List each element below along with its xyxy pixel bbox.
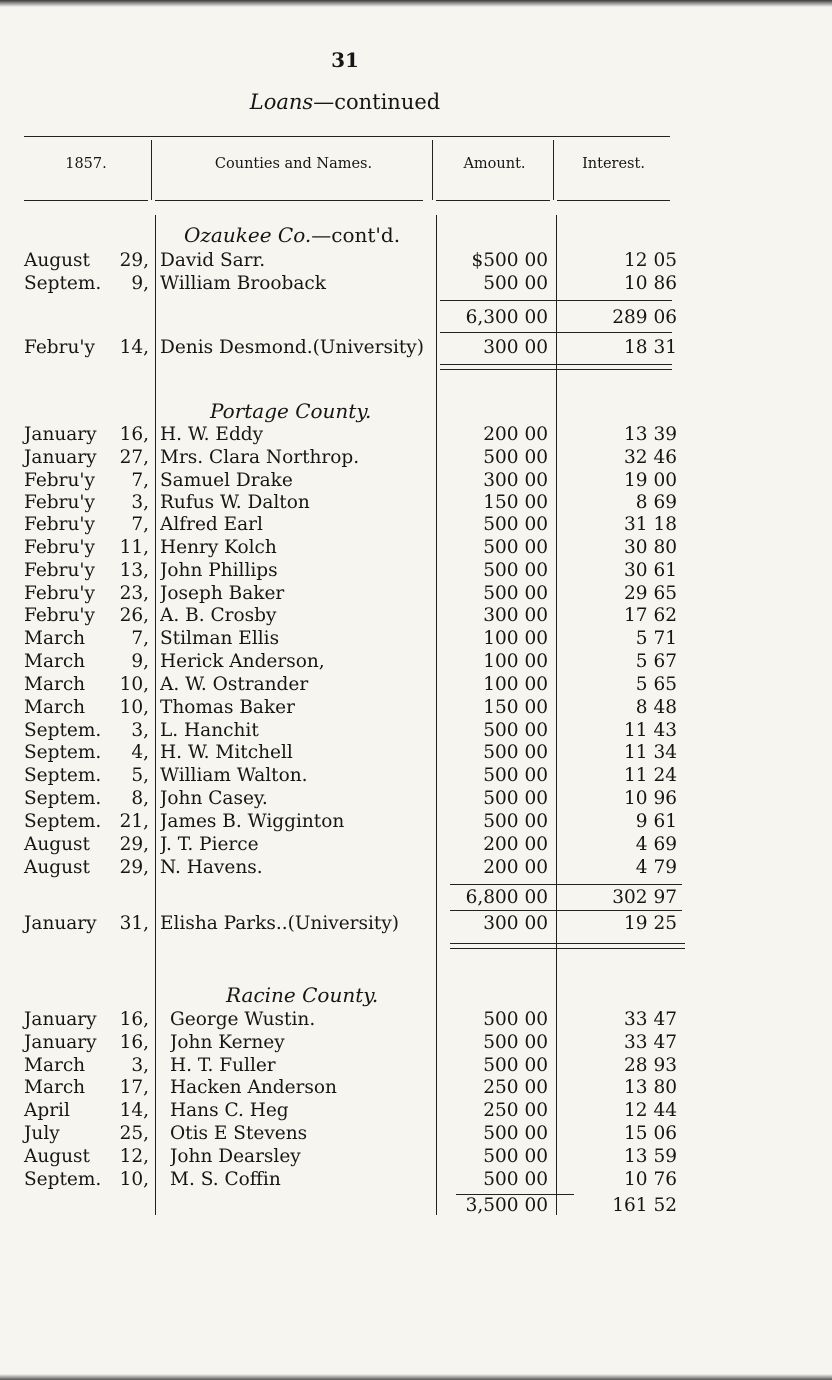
row-day: 10, xyxy=(119,674,149,695)
row-amount: 500 00 xyxy=(483,720,548,741)
row-interest: 9 61 xyxy=(635,811,677,832)
row-amount: 500 00 xyxy=(483,1055,548,1076)
row-interest: 11 34 xyxy=(624,742,677,763)
row-name: Stilman Ellis xyxy=(160,628,280,649)
row-amount: 500 00 xyxy=(483,1123,548,1144)
row-day: 29, xyxy=(119,250,149,271)
double-rule-top xyxy=(450,943,685,944)
row-amount: 500 00 xyxy=(483,742,548,763)
row-day: 3, xyxy=(131,720,149,741)
row-month: Septem. xyxy=(24,742,102,763)
row-day: 14, xyxy=(119,1100,149,1121)
row-amount: 200 00 xyxy=(483,857,548,878)
row-day: 10, xyxy=(119,697,149,718)
subtotal-row xyxy=(0,1195,832,1217)
row-name: N. Havens. xyxy=(160,857,263,878)
table-row xyxy=(0,1055,832,1077)
row-day: 11, xyxy=(119,537,149,558)
row-amount: 300 00 xyxy=(483,605,548,626)
row-month: Septem. xyxy=(24,788,102,809)
row-amount: 500 00 xyxy=(483,537,548,558)
row-name: Otis E Stevens xyxy=(170,1123,308,1144)
row-month: Febru'y xyxy=(24,492,95,513)
table-top-rule xyxy=(24,136,670,137)
row-day: 7, xyxy=(131,628,149,649)
row-amount: 300 00 xyxy=(483,913,548,934)
row-amount: 250 00 xyxy=(483,1077,548,1098)
row-interest: 30 80 xyxy=(624,537,677,558)
row-name: George Wustin. xyxy=(170,1009,316,1030)
row-name: H. W. Mitchell xyxy=(160,742,293,763)
row-name: Joseph Baker xyxy=(160,583,285,604)
row-name: Thomas Baker xyxy=(160,697,295,718)
column-divider-3 xyxy=(553,140,554,200)
row-month: Febru'y xyxy=(24,583,95,604)
subtotal-interest: 289 06 xyxy=(612,307,677,328)
row-amount: 500 00 xyxy=(483,788,548,809)
row-day: 4, xyxy=(131,742,149,763)
row-day: 21, xyxy=(119,811,149,832)
row-day: 9, xyxy=(131,651,149,672)
table-row xyxy=(0,697,832,719)
row-amount: 500 00 xyxy=(483,1169,548,1190)
row-name: Elisha Parks..(University) xyxy=(160,913,400,934)
row-month: April xyxy=(24,1100,70,1121)
row-month: Febru'y xyxy=(24,560,95,581)
row-month: January xyxy=(24,1009,97,1030)
row-amount: 500 00 xyxy=(483,583,548,604)
page-title xyxy=(190,90,500,114)
table-row xyxy=(0,628,832,650)
row-month: Septem. xyxy=(24,1169,102,1190)
row-day: 29, xyxy=(119,834,149,855)
row-name: Denis Desmond.(University) xyxy=(160,337,424,358)
row-interest: 13 39 xyxy=(624,424,677,445)
header-date: 1857. xyxy=(65,156,107,172)
row-month: Febru'y xyxy=(24,605,95,626)
subtotal-amount: 6,300 00 xyxy=(465,307,548,328)
row-interest: 29 65 xyxy=(624,583,677,604)
row-interest: 5 65 xyxy=(635,674,677,695)
row-month: Septem. xyxy=(24,765,102,786)
row-day: 7, xyxy=(131,514,149,535)
row-month: March xyxy=(24,674,86,695)
row-month: January xyxy=(24,913,97,934)
row-month: March xyxy=(24,651,86,672)
row-amount: 500 00 xyxy=(483,765,548,786)
row-name: Mrs. Clara Northrop. xyxy=(160,447,360,468)
page-edge-top xyxy=(0,0,832,7)
row-amount: 300 00 xyxy=(483,337,548,358)
table-row xyxy=(0,720,832,742)
table-row xyxy=(0,674,832,696)
row-month: July xyxy=(24,1123,60,1144)
row-name: H. T. Fuller xyxy=(170,1055,276,1076)
row-month: Septem. xyxy=(24,273,102,294)
table-row xyxy=(0,765,832,787)
row-name: Alfred Earl xyxy=(160,514,263,535)
row-name: Herick Anderson, xyxy=(160,651,325,672)
table-row xyxy=(0,1077,832,1099)
row-interest: 28 93 xyxy=(624,1055,677,1076)
row-interest: 13 80 xyxy=(624,1077,677,1098)
row-amount: 200 00 xyxy=(483,424,548,445)
row-interest: 8 69 xyxy=(635,492,677,513)
subtotal-interest: 302 97 xyxy=(612,887,677,908)
row-name: J. T. Pierce xyxy=(160,834,259,855)
row-name: James B. Wigginton xyxy=(160,811,345,832)
row-day: 31, xyxy=(119,913,149,934)
row-name: M. S. Coffin xyxy=(170,1169,281,1190)
row-month: January xyxy=(24,424,97,445)
row-name: John Kerney xyxy=(170,1032,285,1053)
row-name: H. W. Eddy xyxy=(160,424,264,445)
table-row xyxy=(0,651,832,673)
row-month: Septem. xyxy=(24,811,102,832)
page-number: 31 xyxy=(331,48,359,72)
row-month: Febru'y xyxy=(24,470,95,491)
header-amount: Amount. xyxy=(463,156,526,172)
row-name: Hans C. Heg xyxy=(170,1100,289,1121)
subtotal-amount: 6,800 00 xyxy=(465,887,548,908)
row-name: Henry Kolch xyxy=(160,537,277,558)
header-rule-names xyxy=(155,200,423,201)
table-row xyxy=(0,470,832,492)
row-month: August xyxy=(24,1146,90,1167)
row-name: John Phillips xyxy=(160,560,278,581)
row-interest: 4 69 xyxy=(635,834,677,855)
row-interest: 12 05 xyxy=(624,250,677,271)
row-day: 25, xyxy=(119,1123,149,1144)
row-month: August xyxy=(24,834,90,855)
row-name: William Walton. xyxy=(160,765,308,786)
row-interest: 19 25 xyxy=(624,913,677,934)
row-interest: 10 76 xyxy=(624,1169,677,1190)
row-day: 17, xyxy=(119,1077,149,1098)
row-day: 7, xyxy=(131,470,149,491)
row-day: 3, xyxy=(131,492,149,513)
table-row xyxy=(0,273,832,295)
row-name: Hacken Anderson xyxy=(170,1077,337,1098)
row-amount: 100 00 xyxy=(483,651,548,672)
table-row xyxy=(0,605,832,627)
table-row xyxy=(0,583,832,605)
section-title-portage: Portage County. xyxy=(210,399,372,423)
row-interest: 33 47 xyxy=(624,1032,677,1053)
row-name: John Dearsley xyxy=(170,1146,301,1167)
row-name: A. B. Crosby xyxy=(160,605,277,626)
row-name: L. Hanchit xyxy=(160,720,259,741)
row-interest: 11 43 xyxy=(624,720,677,741)
subtotal-rule-2 xyxy=(450,910,682,911)
row-interest: 30 61 xyxy=(624,560,677,581)
row-amount: 500 00 xyxy=(483,811,548,832)
row-name: Rufus W. Dalton xyxy=(160,492,310,513)
row-day: 14, xyxy=(119,337,149,358)
page-title-rest: —continued xyxy=(313,90,441,114)
row-name: Samuel Drake xyxy=(160,470,293,491)
row-month: August xyxy=(24,857,90,878)
row-amount: 500 00 xyxy=(483,1009,548,1030)
subtotal-row xyxy=(0,887,832,909)
row-amount: 500 00 xyxy=(483,1032,548,1053)
row-amount: 300 00 xyxy=(483,470,548,491)
row-interest: 33 47 xyxy=(624,1009,677,1030)
subtotal-interest: 161 52 xyxy=(612,1195,677,1216)
header-rule-date xyxy=(24,200,148,201)
subtotal-rule-2 xyxy=(440,332,672,333)
row-day: 27, xyxy=(119,447,149,468)
row-month: March xyxy=(24,1077,86,1098)
table-row xyxy=(0,1123,832,1145)
row-month: Febru'y xyxy=(24,514,95,535)
row-amount: 100 00 xyxy=(483,674,548,695)
row-amount: 500 00 xyxy=(483,447,548,468)
row-day: 12, xyxy=(119,1146,149,1167)
row-day: 3, xyxy=(131,1055,149,1076)
row-name: A. W. Ostrander xyxy=(160,674,309,695)
double-rule-bottom xyxy=(440,369,672,370)
row-day: 16, xyxy=(119,1032,149,1053)
row-day: 23, xyxy=(119,583,149,604)
page-title-italic: Loans xyxy=(249,90,314,114)
row-amount: 500 00 xyxy=(483,560,548,581)
row-month: Febru'y xyxy=(24,537,95,558)
subtotal-amount: 3,500 00 xyxy=(465,1195,548,1216)
row-interest: 4 79 xyxy=(635,857,677,878)
section-title-racine: Racine County. xyxy=(226,983,379,1007)
page-edge-bottom xyxy=(0,1374,832,1380)
row-amount: 150 00 xyxy=(483,697,548,718)
row-month: Septem. xyxy=(24,720,102,741)
table-row xyxy=(0,1169,832,1191)
header-interest: Interest. xyxy=(582,156,645,172)
header-names: Counties and Names. xyxy=(214,156,373,172)
row-month: Febru'y xyxy=(24,337,95,358)
table-row xyxy=(0,857,832,879)
double-rule-bottom xyxy=(450,948,685,949)
table-row xyxy=(0,424,832,446)
row-name: William Brooback xyxy=(160,273,326,294)
subtotal-rule xyxy=(450,884,682,885)
row-interest: 17 62 xyxy=(624,605,677,626)
column-divider-2 xyxy=(432,140,433,200)
table-row xyxy=(0,1146,832,1168)
row-interest: 5 71 xyxy=(635,628,677,649)
row-amount: 100 00 xyxy=(483,628,548,649)
row-month: March xyxy=(24,628,86,649)
row-interest: 32 46 xyxy=(624,447,677,468)
table-row xyxy=(0,560,832,582)
row-month: January xyxy=(24,1032,97,1053)
row-amount: 500 00 xyxy=(483,1146,548,1167)
row-amount: 250 00 xyxy=(483,1100,548,1121)
row-name: John Casey. xyxy=(160,788,268,809)
row-month: March xyxy=(24,697,86,718)
table-row xyxy=(0,537,832,559)
table-row xyxy=(0,514,832,536)
row-interest: 11 24 xyxy=(624,765,677,786)
row-day: 9, xyxy=(131,273,149,294)
row-amount: 200 00 xyxy=(483,834,548,855)
row-month: March xyxy=(24,1055,86,1076)
table-row xyxy=(0,742,832,764)
row-interest: 18 31 xyxy=(624,337,677,358)
row-day: 13, xyxy=(119,560,149,581)
university-row xyxy=(0,913,832,935)
row-day: 26, xyxy=(119,605,149,626)
double-rule-top xyxy=(440,364,672,365)
row-name: David Sarr. xyxy=(160,250,266,271)
table-row xyxy=(0,834,832,856)
row-interest: 12 44 xyxy=(624,1100,677,1121)
row-amount: 500 00 xyxy=(483,273,548,294)
table-row xyxy=(0,250,832,272)
university-row xyxy=(0,337,832,359)
row-interest: 8 48 xyxy=(635,697,677,718)
subtotal-rule xyxy=(440,300,672,301)
table-row xyxy=(0,1009,832,1031)
row-day: 10, xyxy=(119,1169,149,1190)
row-day: 16, xyxy=(119,1009,149,1030)
row-amount: 150 00 xyxy=(483,492,548,513)
header-rule-amount xyxy=(436,200,550,201)
row-interest: 10 96 xyxy=(624,788,677,809)
table-row xyxy=(0,492,832,514)
row-interest: 13 59 xyxy=(624,1146,677,1167)
row-interest: 19 00 xyxy=(624,470,677,491)
row-day: 8, xyxy=(131,788,149,809)
column-divider-1 xyxy=(151,140,152,200)
row-month: January xyxy=(24,447,97,468)
row-interest: 5 67 xyxy=(635,651,677,672)
table-row xyxy=(0,811,832,833)
row-interest: 10 86 xyxy=(624,273,677,294)
row-day: 16, xyxy=(119,424,149,445)
subtotal-row xyxy=(0,307,832,329)
table-row xyxy=(0,447,832,469)
row-amount: $500 00 xyxy=(471,250,548,271)
row-amount: 500 00 xyxy=(483,514,548,535)
row-day: 5, xyxy=(131,765,149,786)
table-row xyxy=(0,1100,832,1122)
table-row xyxy=(0,788,832,810)
row-interest: 31 18 xyxy=(624,514,677,535)
row-interest: 15 06 xyxy=(624,1123,677,1144)
table-row xyxy=(0,1032,832,1054)
header-rule-interest xyxy=(557,200,670,201)
section-title-ozaukee: Ozaukee Co.—cont'd. xyxy=(184,223,401,247)
row-month: August xyxy=(24,250,90,271)
row-day: 29, xyxy=(119,857,149,878)
